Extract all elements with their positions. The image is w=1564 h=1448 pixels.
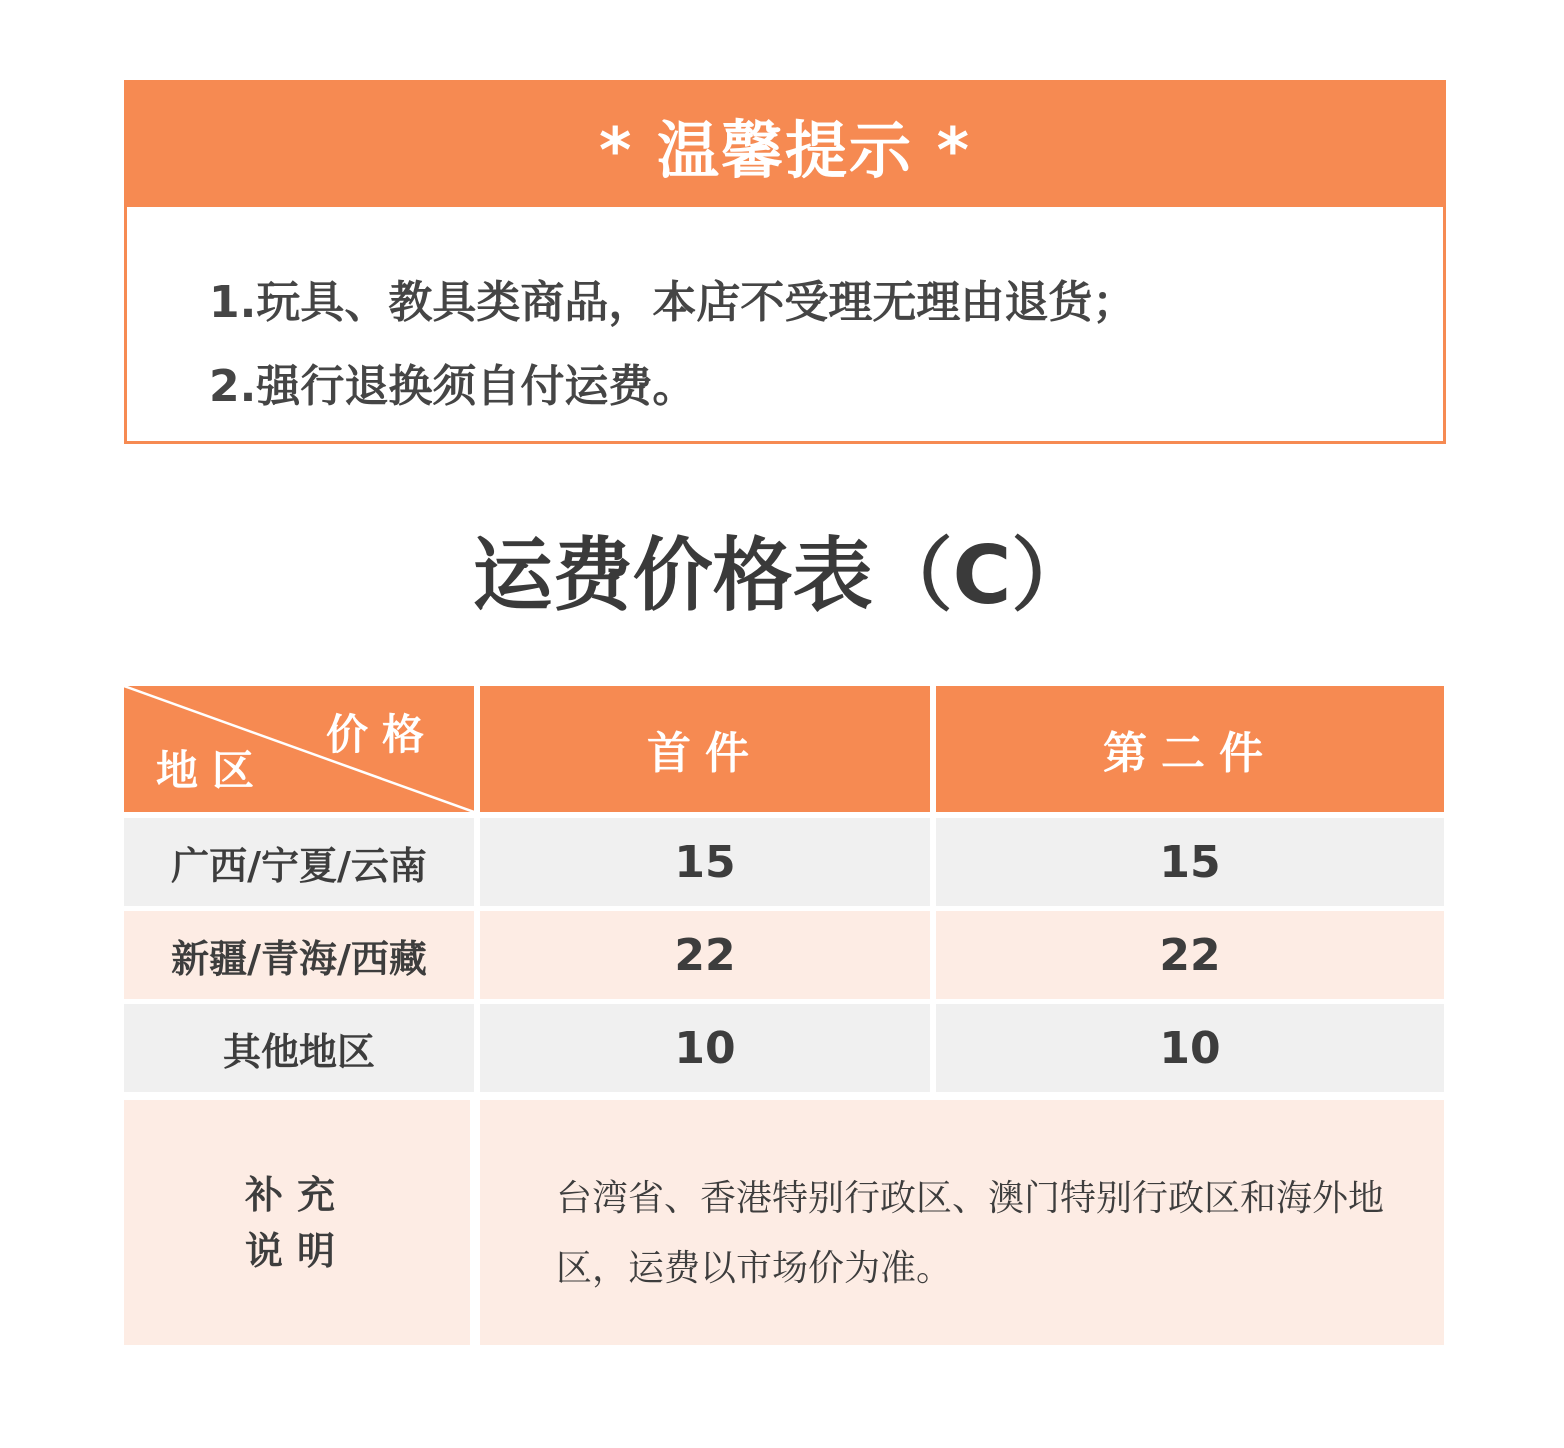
row-3-region: 其他地区 [124, 1004, 474, 1092]
supplement-label-line-2: 说明 [244, 1228, 349, 1273]
header-price-label: 价格 [325, 710, 438, 759]
notice-body [127, 207, 1443, 429]
header-second-item: 第二件 [936, 686, 1444, 812]
row-1-region: 广西/宁夏/云南 [124, 818, 474, 906]
header-region-label: 地区 [156, 746, 269, 795]
row-2-first-price: 22 [480, 911, 930, 999]
row-3-second-price: 10 [936, 1004, 1444, 1092]
row-1-first-price: 15 [480, 818, 930, 906]
header-first-item: 首件 [480, 686, 930, 812]
shipping-table-title: 运费价格表（C） [472, 529, 1092, 622]
supplement-label-line-1: 补充 [244, 1172, 349, 1217]
notice-line-2: 2.强行退换须自付运费。 [209, 361, 697, 412]
row-3-first-price: 10 [480, 1004, 930, 1092]
supplement-text: 台湾省、香港特别行政区、澳门特别行政区和海外地区，运费以市场价为准。 [480, 1100, 1444, 1345]
notice-box [124, 80, 1446, 444]
header-corner-cell [124, 686, 474, 812]
notice-title: * 温馨提示 * [127, 83, 1443, 207]
row-1-second-price: 15 [936, 818, 1444, 906]
row-2-second-price: 22 [936, 911, 1444, 999]
row-2-region: 新疆/青海/西藏 [124, 911, 474, 999]
notice-line-1: 1.玩具、教具类商品，本店不受理无理由退货； [209, 277, 1137, 328]
supplement-label [124, 1100, 470, 1345]
